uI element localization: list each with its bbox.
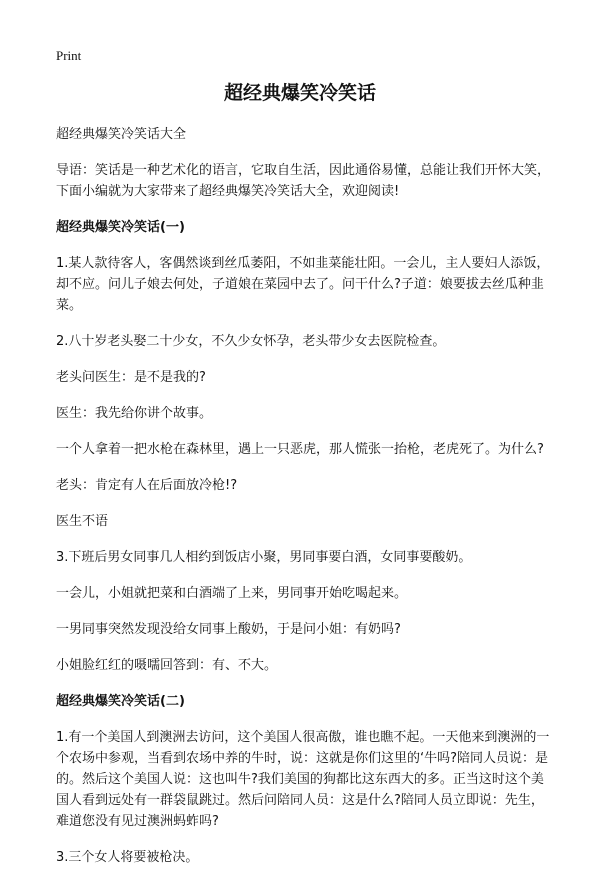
joke-paragraph: 医生：我先给你讲个故事。	[56, 406, 213, 421]
print-label: Print	[56, 48, 82, 63]
joke-paragraph: 1.有一个美国人到澳洲去访问，这个美国人很高傲，谁也瞧不起。一天他来到澳洲的一个农场中参观，当看到农场中养的牛时，说：这就是你们这里的‘牛吗?陪同人员说：是的。然后这个美国人说：这也叫牛?我们美国的狗都比这东西大的多。正当这时这个美国人看到远处有一群袋鼠跳过。然后问陪同人员：这是什么?陪同人员立即说：先生，难道您没有见过澳洲蚂蚱吗?	[56, 730, 550, 829]
joke-paragraph: 2.八十岁老头娶二十少女，不久少女怀孕，老头带少女去医院检查。	[56, 334, 446, 349]
intro-paragraph: 导语：笑话是一种艺术化的语言，它取自生活，因此通俗易懂，总能让我们开怀大笑，下面小编就为大家带来了超经典爆笑冷笑话大全，欢迎阅读!	[56, 163, 551, 199]
joke-paragraph: 一男同事突然发现没给女同事上酸奶，于是问小姐：有奶吗?	[56, 622, 401, 637]
joke-paragraph: 一个人拿着一把水枪在森林里，遇上一只恶虎，那人慌张一抬枪，老虎死了。为什么?	[56, 442, 544, 457]
subtitle: 超经典爆笑冷笑话大全	[56, 127, 187, 142]
joke-paragraph: 老头：肯定有人在后面放冷枪!?	[56, 478, 238, 493]
joke-paragraph: 1.某人款待客人，客偶然谈到丝瓜萎阳，不如韭菜能壮阳。一会儿，主人要妇人添饭，却不应。问儿子娘去何处，子道娘在菜园中去了。问干什么?子道：娘要拔去丝瓜种韭菜。	[56, 256, 550, 313]
document-body	[56, 124, 556, 883]
joke-paragraph: 小姐脸红红的嗫嚅回答到：有、不大。	[56, 658, 278, 673]
joke-paragraph: 医生不语	[56, 514, 109, 529]
section-heading-2: 超经典爆笑冷笑话(二)	[56, 694, 185, 709]
joke-paragraph: 老头问医生：是不是我的?	[56, 370, 206, 385]
section-heading-1: 超经典爆笑冷笑话(一)	[56, 220, 185, 235]
page-title: 超经典爆笑冷笑话	[223, 82, 376, 104]
joke-paragraph: 一会儿，小姐就把菜和白酒端了上来，男同事开始吃喝起来。	[56, 586, 408, 601]
joke-paragraph: 3.三个女人将要被枪决。	[56, 850, 199, 865]
joke-paragraph: 3.下班后男女同事几人相约到饭店小聚，男同事要白酒，女同事要酸奶。	[56, 550, 472, 565]
